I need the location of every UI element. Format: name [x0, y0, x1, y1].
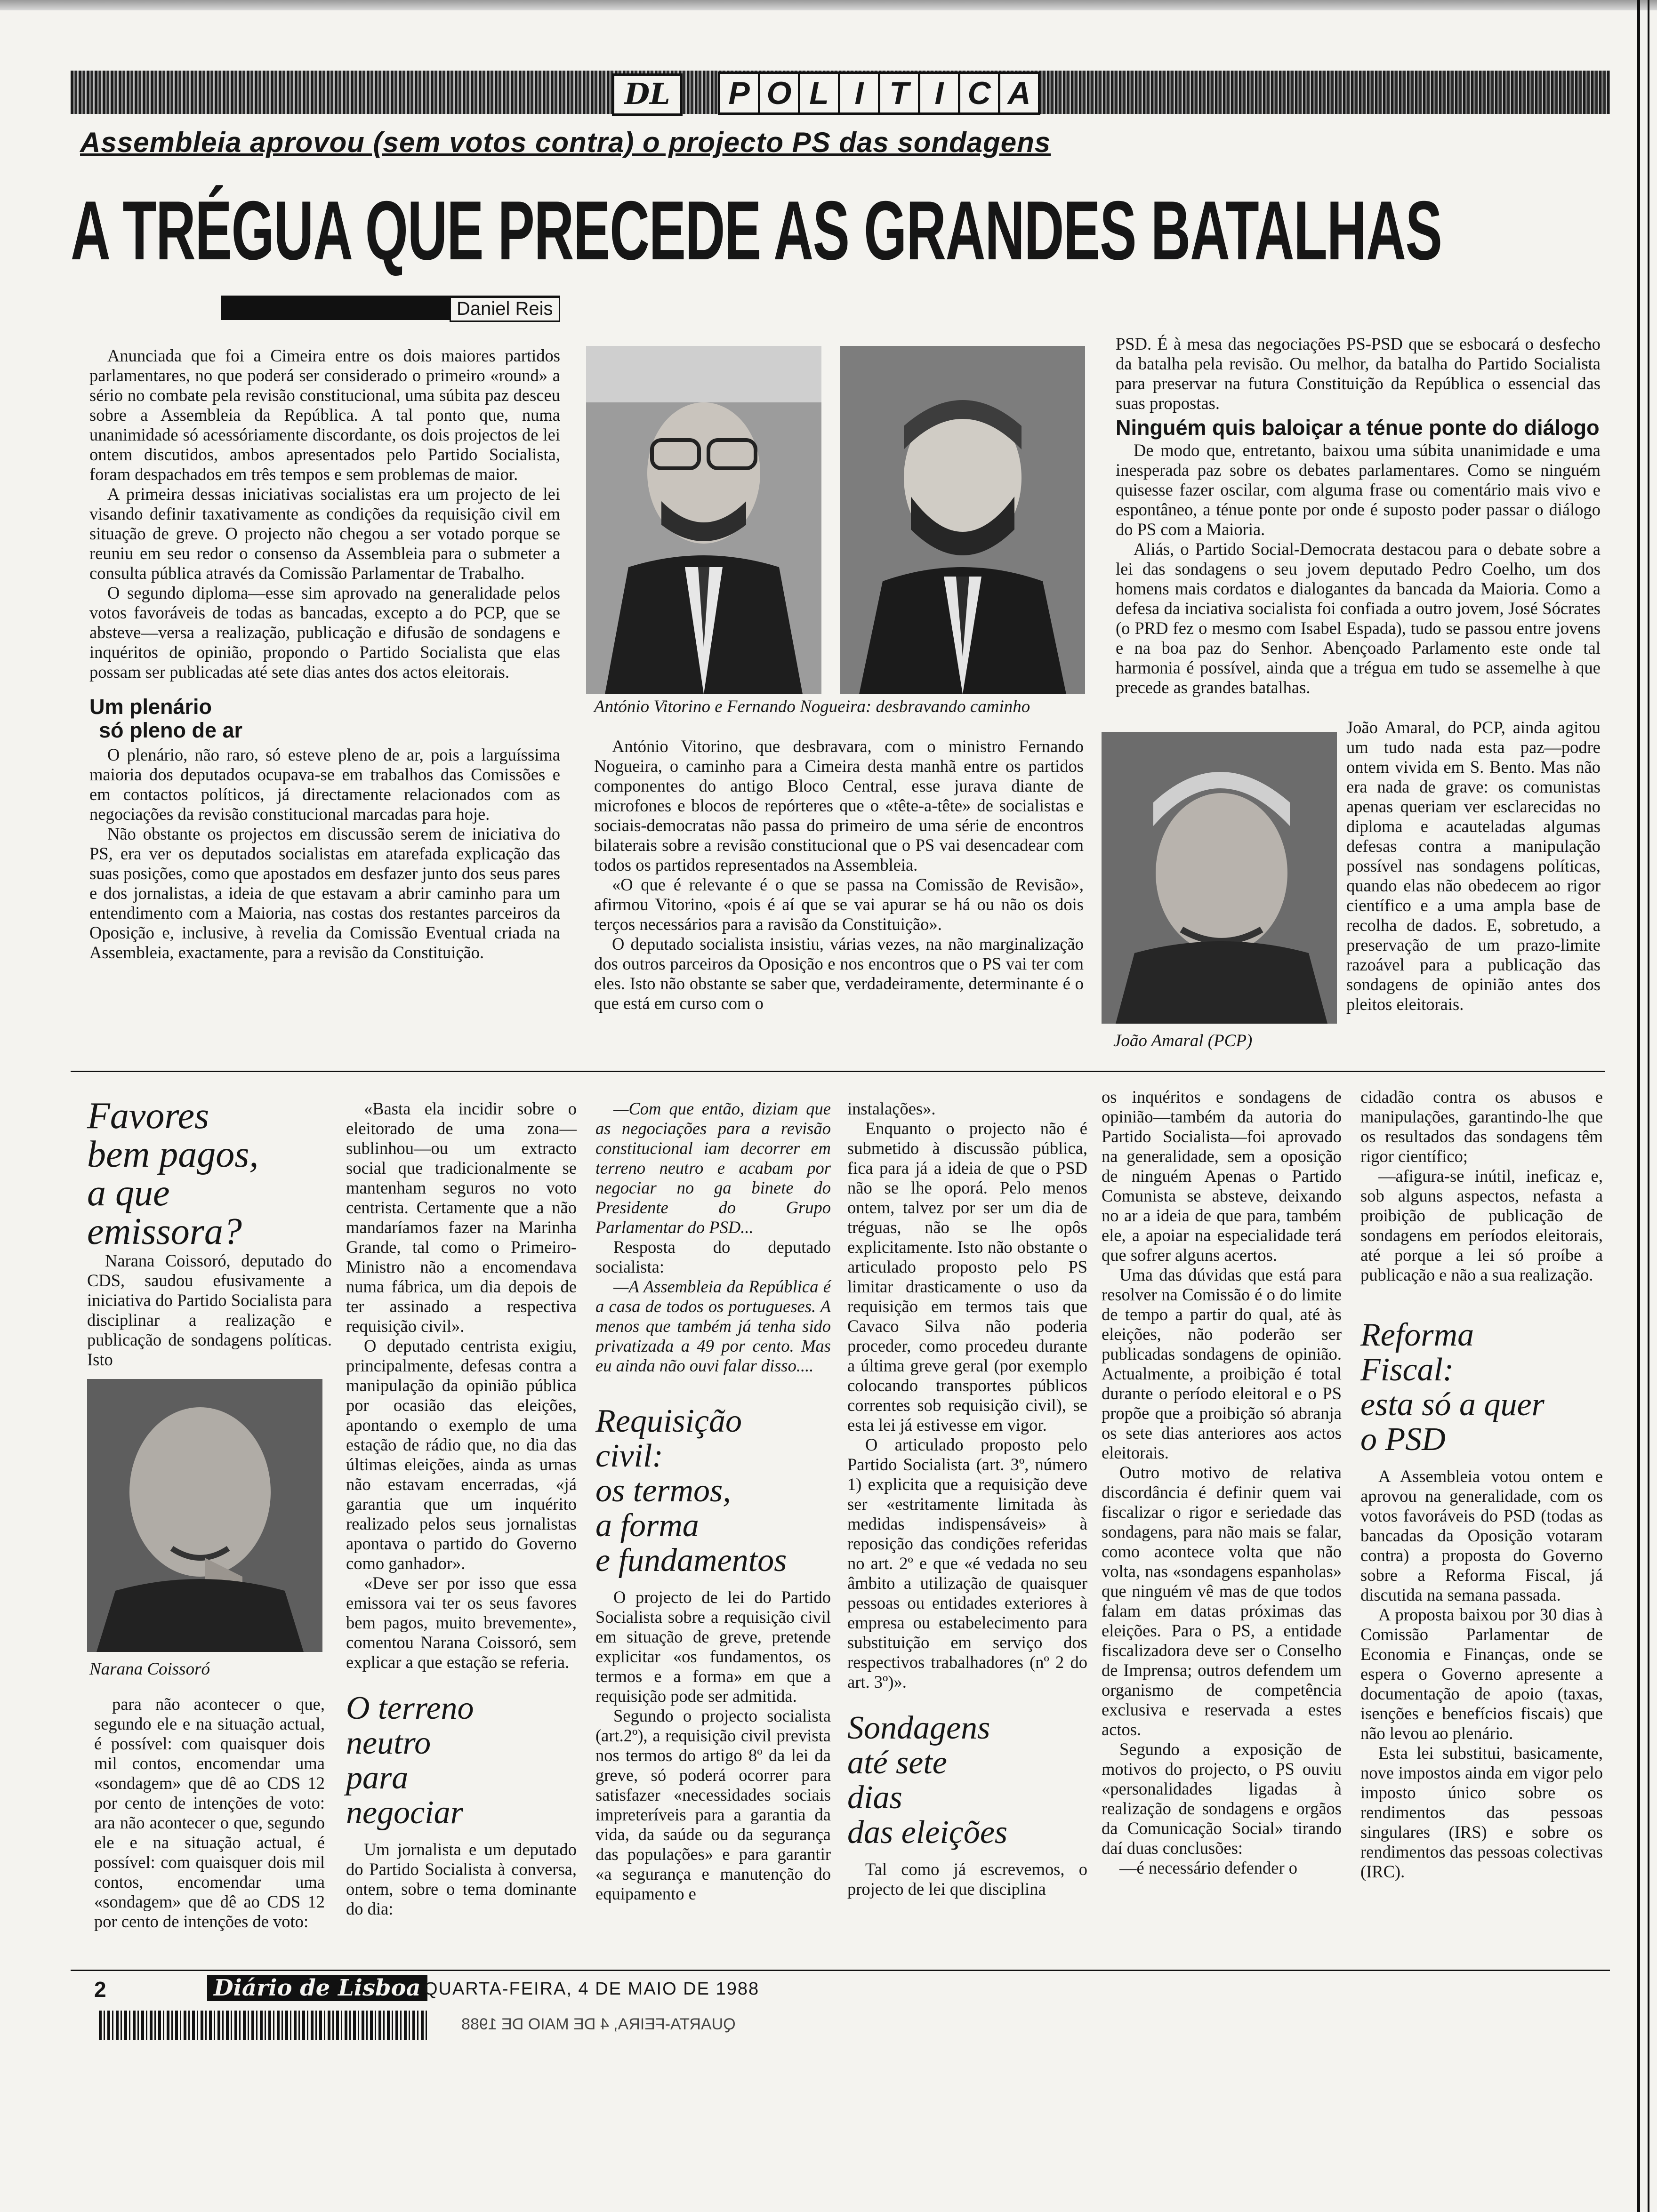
heading-line: bem pagos,: [87, 1134, 259, 1175]
paragraph: Um jornalista e um deputado do Partido Socialista à conversa, ontem, sobre o tema dominante do dia:: [346, 1840, 577, 1918]
paragraph: Segundo o projecto socialista (art.2º), a requisição civil prevista nos termos do artigo 8º da lei da greve, só poderá ocorrer para satisfazer «necessidades sociais impreteríveis para a garantia da vida, da saúde ou da segurança das populações» e para garantir «a segurança e manutenção do equipamento e: [595, 1706, 831, 1903]
byline: Daniel Reis: [450, 297, 560, 322]
heading-line: até sete: [847, 1745, 947, 1781]
paragraph: João Amaral, do PCP, ainda agitou um tudo nada esta paz—podre ontem vivida em S. Bento. Mas não era nada de grave: os comunistas apenas queriam ver esclarecidas no diploma e acauteladas algumas defesas contra a manipulação possível nas sondagens políticas, quando elas não obedecem ao rigor científico e a uma ampla base de recolha de dados. E, sobretudo, a preservação de um prazo-limite razoável para a publicação das sondagens de opinião antes dos pleitos eleitorais.: [1346, 718, 1601, 1014]
section-heading: [847, 1711, 1087, 1850]
heading-line: o PSD: [1360, 1421, 1446, 1458]
column-2: [594, 737, 1084, 1013]
heading-line: Reforma: [1360, 1317, 1474, 1353]
publication-date: QUARTA-FEIRA, 4 DE MAIO DE 1988: [424, 1979, 760, 1999]
quote: —Com que então, diziam que as negociações para a revisão constitucional iam decorrer em terreno neutro e acabam por negociar no ga binete do Presidente do Grupo Parlamentar do PSD...: [595, 1099, 831, 1237]
portrait-icon: [586, 346, 821, 694]
heading-line: emissora?: [87, 1211, 242, 1252]
paragraph: Esta lei substitui, basicamente, nove impostos ainda em vigor pelo imposto único sobre os rendimentos das pessoas singulares (IRS) e sobre os rendimentos das pessoas colectivas (IRC).: [1360, 1743, 1603, 1881]
photo-joao-amaral: [1102, 732, 1337, 1024]
lower-column-1-b: [94, 1694, 325, 1931]
section-heading: [87, 1097, 332, 1251]
lower-column-4: [847, 1099, 1087, 1899]
section-label: [720, 72, 1040, 112]
paragraph: instalações».: [847, 1099, 936, 1118]
section-letter: C: [958, 72, 1000, 115]
paragraph: «Deve ser por isso que essa emissora vai ter os seus favores bem pagos, muito brevemente», comentou Narana Coissoró, sem explicar a que estação se referia.: [346, 1573, 577, 1672]
section-letter: L: [798, 72, 840, 115]
article-kicker: Assembleia aprovou (sem votos contra) o projecto PS das sondagens: [80, 127, 1051, 158]
paragraph: Outro motivo de relativa discordância é definir quem vai fiscalizar o rigor e seriedade das sondagens, para não mais se falar, como acontece volta que não volta, nas «sondagens espanholas» que ninguém vê mas de que todos falam em datas próximas das eleições. Para o PS, a entidade fiscalizadora deve ser o Conselho de Imprensa; outros defendem um organismo de competência exclusiva e reservada a estes actos.: [1102, 1463, 1342, 1739]
paragraph: para não acontecer o que, segundo ele e na situação actual, é possível: com quaisquer dois mil contos, encomendar uma «sondagem» que dê ao CDS 12 por cento de intenções de voto: ara não acontecer o que, segundo ele e na situação actual, é possível: com quaisquer dois mil contos, encomendar uma «sondagem» que dê ao CDS 12 por cento de intenções de voto:: [94, 1694, 325, 1931]
section-letter: T: [878, 72, 920, 115]
mirrored-bleedthrough-text: QUARTA-FEIRA, 4 DE MAIO DE 1988: [461, 2015, 736, 2033]
publication-name: Diário de Lisboa: [207, 1975, 427, 2001]
right-border-line: [1637, 0, 1640, 2212]
section-letter: I: [838, 72, 880, 115]
paragraph: «O que é relevante é o que se passa na Comissão de Revisão», afirmou Vitorino, «pois é aí que se vai apurar se há ou não os dois terços necessários para a ravisão da Constituição».: [594, 875, 1084, 934]
paragraph: PSD. É à mesa das negociações PS-PSD que se esbocará o desfecho da batalha pela revisão. Ou melhor, da batalha do Partido Socialista para preservar na futura Constituição da República o essencial das suas propostas.: [1116, 334, 1601, 413]
heading-line: Favores: [87, 1095, 209, 1137]
heading-line: Requisição: [595, 1403, 742, 1439]
heading-line: neutro: [346, 1725, 431, 1761]
paragraph: A primeira dessas iniciativas socialistas era um projecto de lei visando definir taxativamente as condições da requisição civil em situação de greve. O projecto não chegou a ser votado porque se reuniu em seu redor o consenso da Assembleia para o submeter a consulta pública através da Comissão Parlamentar de Trabalho.: [89, 484, 560, 583]
heading-line: civil:: [595, 1438, 663, 1474]
paragraph: O projecto de lei do Partido Socialista sobre a requisição civil em situação de greve, pretende explicitar «os fundamentos, os termos e a forma» em que a requisição pode ser admitida.: [595, 1587, 831, 1706]
heading-line: esta só a quer: [1360, 1387, 1544, 1423]
portrait-icon: [87, 1379, 322, 1652]
paragraph: Resposta do deputado socialista:: [595, 1237, 831, 1276]
heading-line: os termos,: [595, 1473, 731, 1509]
quote: —A Assembleia da República é a casa de todos os portugueses. A menos que também já tenha sido privatizada a 49 por cento. Mas eu ainda não ouvi falar disso....: [595, 1277, 831, 1375]
heading-line: a que: [87, 1172, 170, 1214]
heading-line: dias: [847, 1779, 902, 1816]
heading-line: negociar: [346, 1795, 463, 1831]
paragraph: Anunciada que foi a Cimeira entre os dois maiores partidos parlamentares, no que poderá ser considerado o primeiro «round» a sério no combate pela revisão constitucional, uma súbita paz desceu sobre a Assembleia da República. A tal ponto que, numa unanimidade só acessóriamente discordante, os dois projectos de lei ontem discutidos, ambos apresentados pelo Partido Socialista, foram despachados em três tempos e sem problemas de maior.: [89, 346, 560, 484]
column-1: [89, 346, 560, 962]
page-number: 2: [94, 1977, 106, 2002]
section-letter: P: [718, 72, 760, 115]
lower-column-2: [346, 1099, 577, 1919]
text-block: [87, 1251, 332, 1370]
section-letter: O: [758, 72, 800, 115]
heading-line: e fundamentos: [595, 1542, 787, 1579]
photo-fernando-nogueira: [840, 346, 1085, 694]
section-letter: A: [998, 72, 1040, 115]
paragraph: os inquéritos e sondagens de opinião—também da autoria do Partido Socialista—foi aprovado na generalidade, sem a oposição de ninguém Apenas o Partido Comunista se absteve, deixando no ar a ideia de que para, também ele, a apoiar na especialidade terá que sofrer alguns acertos.: [1102, 1087, 1342, 1265]
paragraph: O articulado proposto pelo Partido Socialista (art. 3º, número 1) explicita que a requisição deve ser «estritamente limitada às medidas indispensáveis» à reposição das condições referidas no art. 2º e que «é vedada no seu âmbito a utilização de quaisquer pessoas ou entidades exteriores à empresa ou estabelecimento para substituição em serviço dos respectivos trabalhadores (nº 2 do art. 3º)».: [847, 1435, 1087, 1691]
photo-caption: António Vitorino e Fernando Nogueira: desbravando caminho: [594, 697, 1030, 716]
dl-logo: DL: [612, 73, 683, 116]
subhead: Um plenário: [89, 695, 212, 719]
paragraph: Enquanto o projecto não é submetido à discussão pública, fica para já a ideia de que o PSD não se lhe oporá. Pelo menos ontem, talvez por ser um dia de tréguas, não se lhe opôs explicitamente. Isto não obstante o articulado proposto pelo PS limitar drasticamente o uso da requisição em termos tais que Cavaco Silva não poderia proceder, como procedeu durante a última greve geral (por exemplo colocando transportes públicos correntes sob requisição civil), se esta lei já estivesse em vigor.: [847, 1119, 1087, 1435]
photo-caption: Narana Coissoró: [89, 1659, 210, 1679]
photo-caption: João Amaral (PCP): [1113, 1031, 1253, 1050]
paragraph: O deputado socialista insistiu, várias vezes, na não marginalização dos outros parceiros da Oposição e nos encontros que o PS vai ter com eles. Isto não obstante se saber que, verdadeiramente, determinante é o que está em curso com o: [594, 934, 1084, 1013]
paragraph: —afigura-se inútil, ineficaz e, sob alguns aspectos, nefasta a proibição de publicação de sondagens em períodos eleitorais, até porque a lei só proíbe a publicação e não a sua realização.: [1360, 1166, 1603, 1284]
section-letter: I: [918, 72, 960, 115]
footer-rule: [71, 1970, 1610, 1971]
lower-column-6: [1360, 1087, 1603, 1882]
subhead: Ninguém quis baloiçar a ténue ponte do diálogo: [1116, 416, 1600, 440]
subhead: só pleno de ar: [99, 718, 243, 742]
section-heading: [346, 1691, 577, 1830]
paragraph: cidadão contra os abusos e manipulações, garantindo-lhe que os resultados das sondagens têm rigor científico;: [1360, 1087, 1603, 1166]
paragraph: De modo que, entretanto, baixou uma súbita unanimidade e uma inesperada paz sobre os debates parlamentares. Como se ninguém quisesse fazer oscilar, com alguma frase ou comentário mais vivo e espontâneo, a ténue ponte por onde é suposto poder passar o diálogo do PS com a Maioria.: [1116, 441, 1601, 539]
paragraph: António Vitorino, que desbravara, com o ministro Fernando Nogueira, o caminho para a Cimeira desta manhã entre os partidos componentes do antigo Bloco Central, esse jurava diante de microfones e blocos de repórteres que o «tête-a-tête» de socialistas e sociais-democratas não passa do primeiro de uma série de encontros bilaterais sobre a revisão constitucional que o PS vai desencadear com todos os partidos representados na Assembleia.: [594, 737, 1084, 874]
heading-line: Sondagens: [847, 1710, 990, 1746]
paragraph: —é necessário defender o: [1119, 1858, 1297, 1877]
paragraph: A proposta baixou por 30 dias à Comissão Parlamentar de Economia e Finanças, onde se espera o Governo apresente a documentação de apoio (taxas, isenções e benefícios fiscais) que não levou ao plenário.: [1360, 1605, 1603, 1743]
column-3-amaral: [1346, 718, 1601, 1014]
article-headline: A TRÉGUA QUE PRECEDE AS GRANDES BATALHAS: [71, 184, 1442, 277]
photo-narana-coissoro: [87, 1379, 322, 1652]
portrait-icon: [1102, 732, 1337, 1024]
heading-line: a forma: [595, 1507, 699, 1544]
portrait-icon: [840, 346, 1085, 694]
heading-line: O terreno: [346, 1690, 474, 1726]
column-3: [1116, 334, 1601, 697]
section-heading: [1360, 1318, 1603, 1457]
heading-line: das eleições: [847, 1814, 1008, 1851]
paragraph: Segundo a exposição de motivos do projecto, o PS ouviu «personalidades ligadas à realização de sondagens e orgãos da Comunicação Social» tirando daí duas conclusões:: [1102, 1739, 1342, 1858]
heading-line: Fiscal:: [1360, 1352, 1454, 1388]
scan-strip: [0, 0, 1657, 10]
paragraph: Aliás, o Partido Social-Democrata destacou para o debate sobre a lei das sondagens o seu jovem deputado Pedro Coelho, um dos homens mais cordatos e dialogantes da bancada da Maioria. Como a defesa da inciativa socialista foi confiada a outro jovem, José Sócrates (o PRD fez o mesmo com Isabel Espada), tudo se passou entre jovens e na boa paz do Senhor. Abençoado Parlamento este onde tal harmonia é possível, ainda que a trégua em tudo se assemelhe à que precede as grandes batalhas.: [1116, 539, 1601, 697]
paragraph: «Basta ela incidir sobre o eleitorado de uma zona—sublinhou—ou um extracto social que tradicionalmente se mantenham seguros no voto centrista. Certamente que a não mandaríamos fazer na Marinha Grande, tal como o Primeiro-Ministro não a encomendava numa fábrica, um dia depois de ter assinado a respectiva requisição civil».: [346, 1099, 577, 1336]
paragraph: O segundo diploma—esse sim aprovado na generalidade pelos votos favoráveis de todas as bancadas, excepto a do PCP, que se absteve—versa a realização, publicação e difusão de sondagens e inquéritos de opinião, propondo o Partido Socialista que elas possam ser publicadas até sete dias antes dos actos eleitorais.: [89, 583, 560, 681]
heading-line: para: [346, 1760, 409, 1796]
photo-antonio-vitorino: [586, 346, 821, 694]
barcode: [99, 2011, 428, 2040]
lower-column-3: [595, 1099, 831, 1904]
paragraph: Não obstante os projectos em discussão serem de iniciativa do PS, era ver os deputados socialistas em atarefada explicação das suas posições, como que apostados em desfazer junto dos seus pares e dos jornalistas, a ideia de que estavam a abrir caminho para um entendimento com a Maioria, nas costas dos restantes parceiros da Oposição e, inclusive, à revelia da Comissão Eventual criada na Assembleia, exactamente, para a revisão da Constituição.: [89, 824, 560, 962]
paragraph: Tal como já escrevemos, o projecto de lei que disciplina: [847, 1859, 1087, 1899]
paragraph: Uma das dúvidas que está para resolver na Comissão é o do limite de tempo a partir do qual, até às eleições, não poderão ser publicadas sondagens de opinião. Actualmente, a proibição é total durante o período eleitoral e o PS propõe que a proibição só abranja os sete dias anteriores aos actos eleitorais.: [1102, 1265, 1342, 1462]
lower-column-5: [1102, 1087, 1342, 1878]
paragraph: O plenário, não raro, só esteve pleno de ar, pois a larguíssima maioria dos deputados ocupava-se em trabalhos das Comissões e em contactos políticos, já directamente relacionados com as negociações da revisão constitucional marcadas para hoje.: [89, 745, 560, 824]
lower-column-1: [87, 1097, 332, 1370]
right-border-line-2: [1648, 0, 1649, 2212]
section-heading: [595, 1404, 831, 1578]
section-divider: [71, 1071, 1605, 1072]
paragraph: A Assembleia votou ontem e aprovou na generalidade, com os votos favoráveis do PSD (todas as bancadas da Oposição votaram contra) a proposta do Governo sobre a Reforma Fiscal, já discutida na semana passada.: [1360, 1467, 1603, 1604]
paragraph: Narana Coissoró, deputado do CDS, saudou efusivamente a iniciativa do Partido Socialista para disciplinar a realização e publicação de sondagens políticas. Isto: [87, 1251, 332, 1369]
paragraph: O deputado centrista exigiu, principalmente, defesas contra a manipulação da opinião pública por ocasião das eleições, apontando o exemplo de uma estação de rádio que, no dia das últimas eleições, ainda as urnas não estavam encerradas, «já garantia que um inquérito realizado pelos seus jornalistas apontava o partido do Governo como ganhador».: [346, 1336, 577, 1573]
